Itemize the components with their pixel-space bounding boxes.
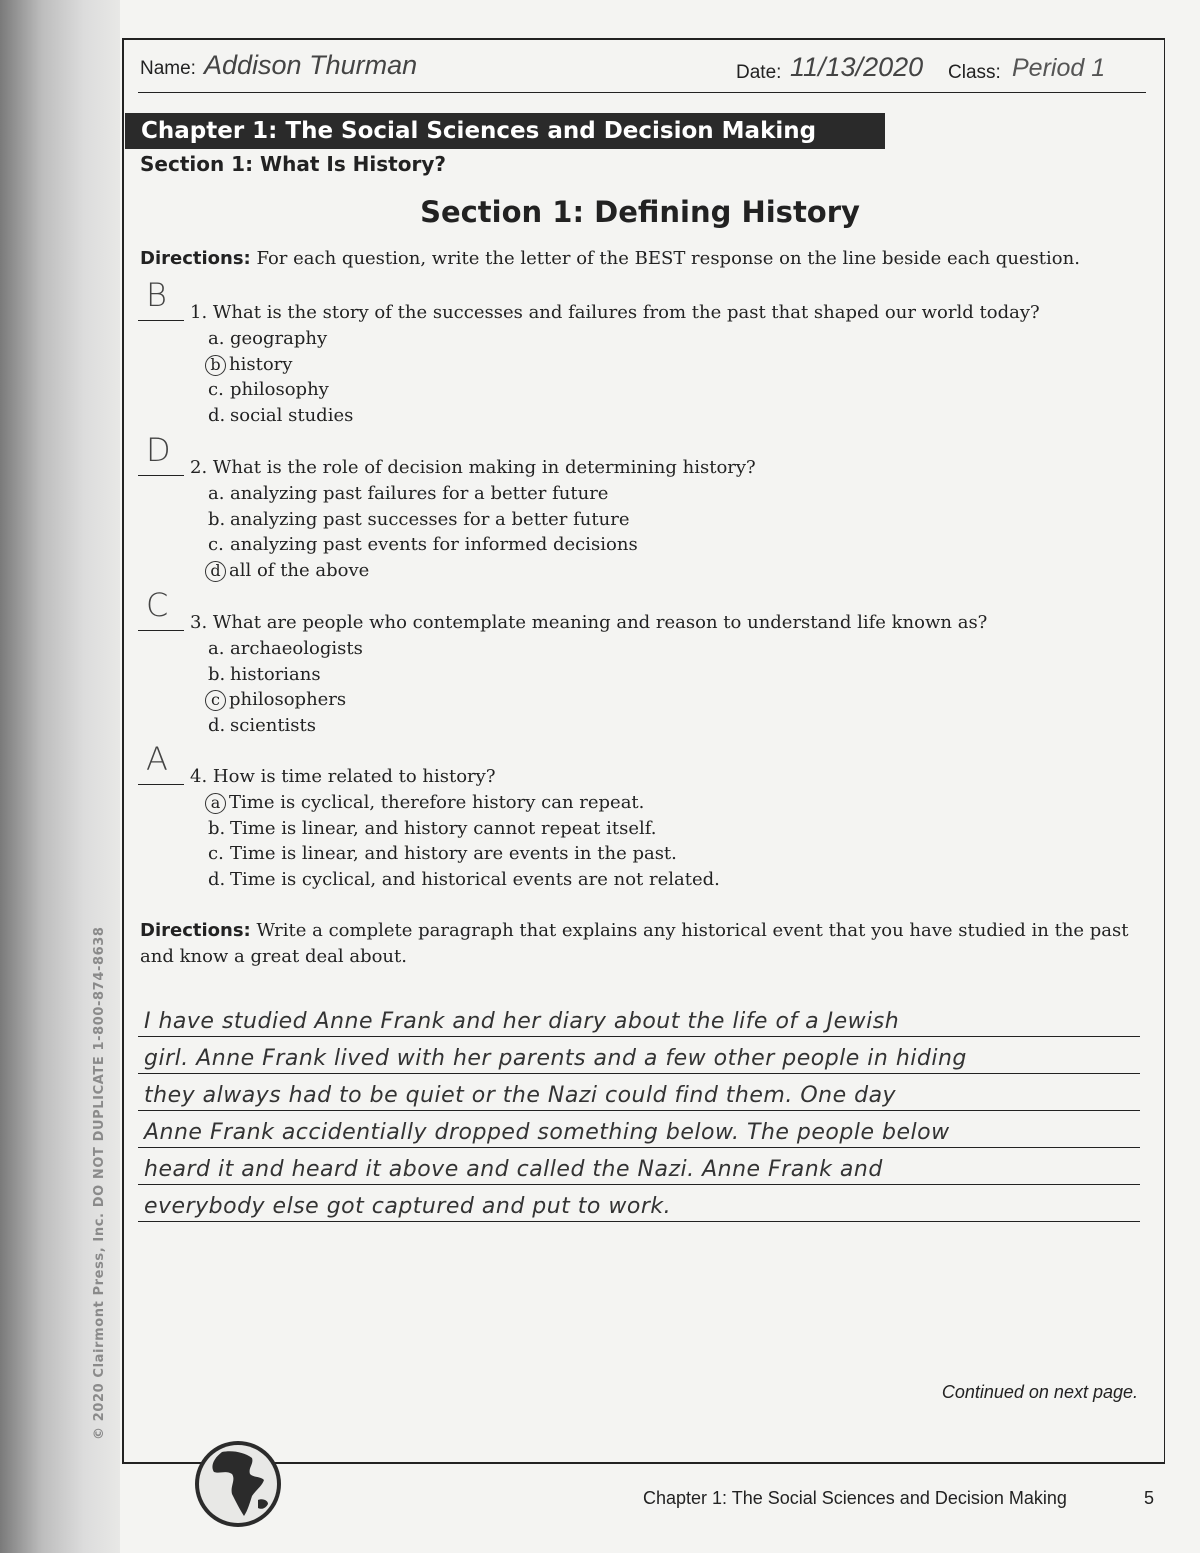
- directions-multiple-choice: [140, 246, 1130, 272]
- question-text: How is time related to history?: [212, 766, 496, 787]
- option-letter-circled: d: [205, 561, 226, 582]
- question-4: [138, 740, 1128, 892]
- option-text: analyzing past failures for a better future: [230, 483, 609, 504]
- option-d[interactable]: [208, 558, 1128, 584]
- option-text: philosophers: [229, 689, 347, 710]
- option-text: philosophy: [230, 379, 329, 400]
- chapter-title-bar: Chapter 1: The Social Sciences and Decision Making: [125, 113, 885, 149]
- question-number: 2.: [190, 457, 208, 478]
- option-b[interactable]: [208, 816, 1128, 842]
- option-letter: d.: [208, 868, 226, 890]
- option-a[interactable]: [208, 636, 1128, 662]
- writing-line[interactable]: [138, 1074, 1140, 1111]
- name-value[interactable]: Addison Thurman: [204, 50, 418, 80]
- option-letter: a.: [208, 638, 225, 659]
- option-d[interactable]: [208, 713, 1128, 739]
- answer-letter-1: B: [146, 276, 167, 314]
- option-letter: d.: [208, 714, 226, 736]
- option-d[interactable]: [208, 867, 1128, 893]
- directions-label: Directions:: [140, 248, 251, 269]
- option-text: analyzing past successes for a better future: [230, 508, 630, 530]
- answer-blank-1[interactable]: [138, 276, 184, 321]
- option-text: Time is linear, and history are events in the past.: [230, 843, 677, 864]
- header-rule: [138, 92, 1146, 93]
- option-letter: b.: [208, 663, 226, 685]
- option-b[interactable]: [208, 662, 1128, 688]
- option-text: Time is linear, and history cannot repeat itself.: [230, 817, 657, 839]
- handwritten-text: they always had to be quiet or the Nazi could find them. One day: [144, 1083, 897, 1108]
- writing-line[interactable]: [138, 1185, 1140, 1222]
- option-text: historians: [230, 663, 321, 685]
- class-label: Class:: [948, 62, 1001, 83]
- option-d[interactable]: [208, 403, 1128, 429]
- option-text: social studies: [230, 404, 354, 426]
- date-label: Date:: [736, 62, 782, 83]
- option-letter: b.: [208, 508, 226, 530]
- answer-blank-2[interactable]: [138, 431, 184, 476]
- section-subtitle: Section 1: What Is History?: [140, 152, 446, 176]
- question-text: What is the story of the successes and failures from the past that shaped our world today?: [212, 302, 1040, 323]
- handwritten-text: I have studied Anne Frank and her diary about the life of a Jewish: [144, 1009, 900, 1034]
- option-letter: c.: [208, 843, 224, 864]
- option-letter: c.: [208, 379, 224, 400]
- section-title: Section 1: Defining History: [420, 195, 860, 229]
- class-value[interactable]: Period 1: [1012, 54, 1106, 82]
- question-3: [138, 586, 1128, 738]
- date-value[interactable]: 11/13/2020: [790, 52, 924, 82]
- option-text: scientists: [230, 714, 317, 736]
- directions-paragraph: [140, 918, 1130, 970]
- option-b[interactable]: [208, 507, 1128, 533]
- answer-letter-2: D: [146, 431, 171, 469]
- writing-line[interactable]: [138, 1148, 1140, 1185]
- answer-letter-3: C: [146, 586, 169, 624]
- option-text: Time is cyclical, and historical events are not related.: [230, 868, 720, 890]
- paragraph-answer-area[interactable]: [138, 1000, 1140, 1222]
- option-letter-circled: b: [205, 355, 226, 376]
- option-b[interactable]: [208, 352, 1128, 378]
- copyright-notice: © 2020 Clairmont Press, Inc. DO NOT DUPLICATE 1-800-874-8638: [92, 926, 107, 1440]
- question-text: What are people who contemplate meaning and reason to understand life known as?: [212, 612, 988, 633]
- option-text: history: [229, 353, 293, 375]
- option-letter: a.: [208, 483, 225, 504]
- option-a[interactable]: [208, 326, 1128, 352]
- option-a[interactable]: [208, 481, 1128, 507]
- name-label: Name:: [140, 58, 196, 79]
- globe-icon: [192, 1438, 284, 1530]
- option-letter: a.: [208, 328, 225, 349]
- writing-line[interactable]: [138, 1000, 1140, 1037]
- answer-letter-4: A: [146, 740, 168, 778]
- question-number: 1.: [190, 302, 208, 323]
- question-2: [138, 431, 1128, 583]
- question-number: 3.: [190, 612, 208, 633]
- answer-blank-3[interactable]: [138, 586, 184, 631]
- handwritten-text: girl. Anne Frank lived with her parents and a few other people in hiding: [144, 1046, 967, 1071]
- question-text: What is the role of decision making in determining history?: [212, 457, 756, 478]
- footer-chapter-title: Chapter 1: The Social Sciences and Decision Making: [643, 1488, 1067, 1508]
- option-letter: c.: [208, 534, 224, 555]
- directions-text: Write a complete paragraph that explains any historical event that you have studied in the past and know a great deal about.: [140, 920, 1129, 967]
- question-1: [138, 276, 1128, 428]
- option-text: geography: [230, 328, 328, 349]
- directions-label: Directions:: [140, 920, 251, 941]
- option-c[interactable]: [208, 532, 1128, 558]
- option-letter-circled: c: [205, 690, 226, 711]
- option-text: Time is cyclical, therefore history can repeat.: [229, 792, 645, 813]
- handwritten-text: Anne Frank accidentially dropped something below. The people below: [144, 1120, 950, 1145]
- option-c[interactable]: [208, 841, 1128, 867]
- option-text: analyzing past events for informed decisions: [230, 534, 638, 555]
- option-letter-circled: a: [205, 793, 226, 814]
- writing-line[interactable]: [138, 1037, 1140, 1074]
- handwritten-text: everybody else got captured and put to work.: [144, 1194, 672, 1219]
- writing-line[interactable]: [138, 1111, 1140, 1148]
- option-letter: d.: [208, 404, 226, 426]
- continued-note: Continued on next page.: [941, 1382, 1138, 1402]
- question-number: 4.: [190, 766, 208, 787]
- option-letter: b.: [208, 817, 226, 839]
- handwritten-text: heard it and heard it above and called the Nazi. Anne Frank and: [144, 1157, 883, 1182]
- option-a[interactable]: [208, 790, 1128, 816]
- option-c[interactable]: [208, 687, 1128, 713]
- option-text: archaeologists: [230, 638, 363, 659]
- answer-blank-4[interactable]: [138, 740, 184, 785]
- directions-text: For each question, write the letter of the BEST response on the line beside each question.: [256, 248, 1080, 269]
- option-text: all of the above: [229, 559, 370, 581]
- option-c[interactable]: [208, 377, 1128, 403]
- page-number: 5: [1144, 1488, 1155, 1508]
